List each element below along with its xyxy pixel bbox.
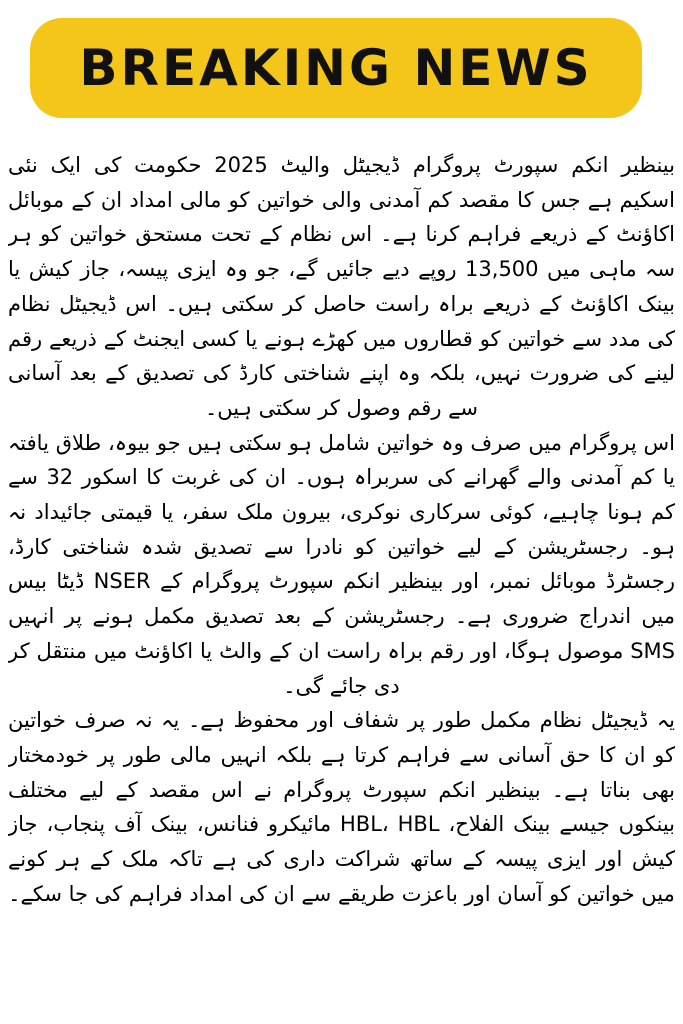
banner-title: BREAKING NEWS	[79, 39, 593, 97]
article-paragraph-1: بینظیر انکم سپورٹ پروگرام ڈیجیٹل والیٹ 2025 حکومت کی ایک نئی اسکیم ہے جس کا مقصد کم آمدنی والی خواتین کو مالی امداد ان کے موبائل اکاؤنٹ کے ذریعے فراہم کرنا ہے۔ اس نظام کے تحت مستحق خواتین کو ہر سہ ماہی میں 13,500 روپے دیے جائیں گے، جو وہ ایزی پیسہ، جاز کیش یا بینک اکاؤنٹ کے ذریعے براہ راست حاصل کر سکتی ہیں۔ اس ڈیجیٹل نظام کی مدد سے خواتین کو قطاروں میں کھڑے ہونے یا کسی ایجنٹ کے ذریعے رقم لینے کی ضرورت نہیں، بلکہ وہ اپنے شناختی کارڈ کی تصدیق کے بعد آسانی سے رقم وصول کر سکتی ہیں۔	[8, 153, 675, 420]
breaking-news-banner	[30, 18, 642, 118]
article-paragraph-2: اس پروگرام میں صرف وہ خواتین شامل ہو سکتی ہیں جو بیوہ، طلاق یافتہ یا کم آمدنی والے گھرانے کی سربراہ ہوں۔ ان کی غربت کا اسکور 32 سے کم ہونا چاہیے، کوئی سرکاری نوکری، بیرون ملک سفر، یا قیمتی جائیداد نہ ہو۔ رجسٹریشن کے لیے خواتین کو نادرا سے تصدیق شدہ شناختی کارڈ، رجسٹرڈ موبائل نمبر، اور بینظیر انکم سپورٹ پروگرام کے NSER ڈیٹا بیس میں اندراج ضروری ہے۔ رجسٹریشن کے بعد تصدیق مکمل ہونے پر انہیں SMS موصول ہوگا، اور رقم براہ راست ان کے والٹ یا اکاؤنٹ میں منتقل کر دی جائے گی۔	[8, 430, 675, 698]
article-paragraph-3: یہ ڈیجیٹل نظام مکمل طور پر شفاف اور محفوظ ہے۔ یہ نہ صرف خواتین کو ان کا حق آسانی سے فراہم کرتا ہے بلکہ انہیں مالی طور پر خودمختار بھی بناتا ہے۔ بینظیر انکم سپورٹ پروگرام نے اس مقصد کے لیے مختلف بینکوں جیسے بینک الفلاح، HBL، HBL مائیکرو فنانس، بینک آف پنجاب، جاز کیش اور ایزی پیسہ کے ساتھ شراکت داری کی ہے تاکہ ملک کے ہر کونے میں خواتین کو آسان اور باعزت طریقے سے ان کی امداد فراہم کی جا سکے۔	[8, 708, 675, 906]
article-body	[8, 148, 675, 1018]
